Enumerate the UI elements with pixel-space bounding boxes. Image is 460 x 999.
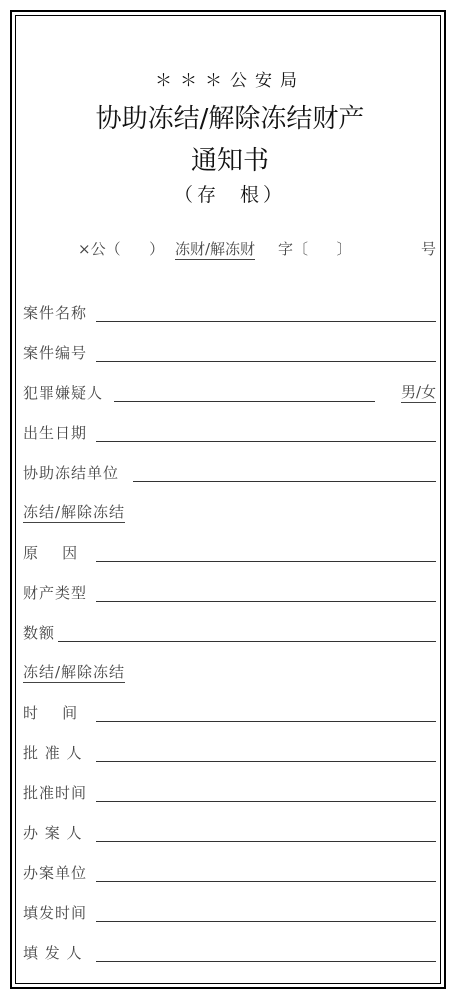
section-freeze-unfreeze-2: 冻结/解除冻结 <box>23 663 126 681</box>
gender-option[interactable]: 男/女 <box>400 383 436 401</box>
field-handler <box>23 819 436 843</box>
fill-line[interactable] <box>96 961 436 962</box>
document-number <box>78 238 436 260</box>
fill-line[interactable] <box>114 401 375 402</box>
fill-line[interactable] <box>96 721 436 722</box>
fill-line[interactable] <box>96 441 436 442</box>
fill-line[interactable] <box>96 841 436 842</box>
section-freeze-unfreeze: 冻结/解除冻结 <box>23 503 126 521</box>
docno-prefix: ×公（ ） <box>78 240 165 258</box>
field-case-name <box>23 299 436 323</box>
field-approval-time <box>23 779 436 803</box>
fill-line[interactable] <box>96 321 436 322</box>
field-time <box>23 699 436 723</box>
field-label: 填发时间 <box>23 904 88 922</box>
fill-line[interactable] <box>96 561 436 562</box>
field-label: 财产类型 <box>23 584 88 602</box>
agency-name: ＊＊＊公安局 <box>155 71 305 91</box>
docno-type: 冻财/解冻财 <box>175 240 256 258</box>
fill-line[interactable] <box>58 641 436 642</box>
field-label: 数额 <box>23 624 56 642</box>
field-assist-unit <box>23 459 436 483</box>
fill-line[interactable] <box>96 761 436 762</box>
field-suspect <box>23 379 436 403</box>
docno-zi: 字〔 〕 <box>278 240 352 258</box>
field-label: 协助冻结单位 <box>23 464 120 482</box>
field-case-number <box>23 339 436 363</box>
field-label: 办案单位 <box>23 864 88 882</box>
field-issuer <box>23 939 436 963</box>
field-label: 案件编号 <box>23 344 88 362</box>
fill-line[interactable] <box>96 601 436 602</box>
field-issue-time <box>23 899 436 923</box>
fill-line[interactable] <box>96 801 436 802</box>
fill-line[interactable] <box>133 481 436 482</box>
fill-line[interactable] <box>96 881 436 882</box>
field-label: 办 案 人 <box>23 824 83 842</box>
field-label: 案件名称 <box>23 304 88 322</box>
field-handling-unit <box>23 859 436 883</box>
field-label: 填 发 人 <box>23 944 83 962</box>
document-title: 协助冻结/解除冻结财产 <box>95 104 365 134</box>
docno-hao: 号 <box>420 240 436 258</box>
field-birth-date <box>23 419 436 443</box>
fill-line[interactable] <box>96 361 436 362</box>
field-label: 批准时间 <box>23 784 88 802</box>
field-label: 原 因 <box>23 544 79 562</box>
field-label: 犯罪嫌疑人 <box>23 384 104 402</box>
field-label: 批 准 人 <box>23 744 83 762</box>
document-subtitle: （存 根） <box>173 184 287 206</box>
field-label: 时 间 <box>23 704 79 722</box>
field-amount <box>23 619 436 643</box>
field-approver <box>23 739 436 763</box>
field-reason <box>23 539 436 563</box>
document-title-line2: 通知书 <box>190 146 269 176</box>
field-property-type <box>23 579 436 603</box>
field-label: 出生日期 <box>23 424 88 442</box>
fill-line[interactable] <box>96 921 436 922</box>
